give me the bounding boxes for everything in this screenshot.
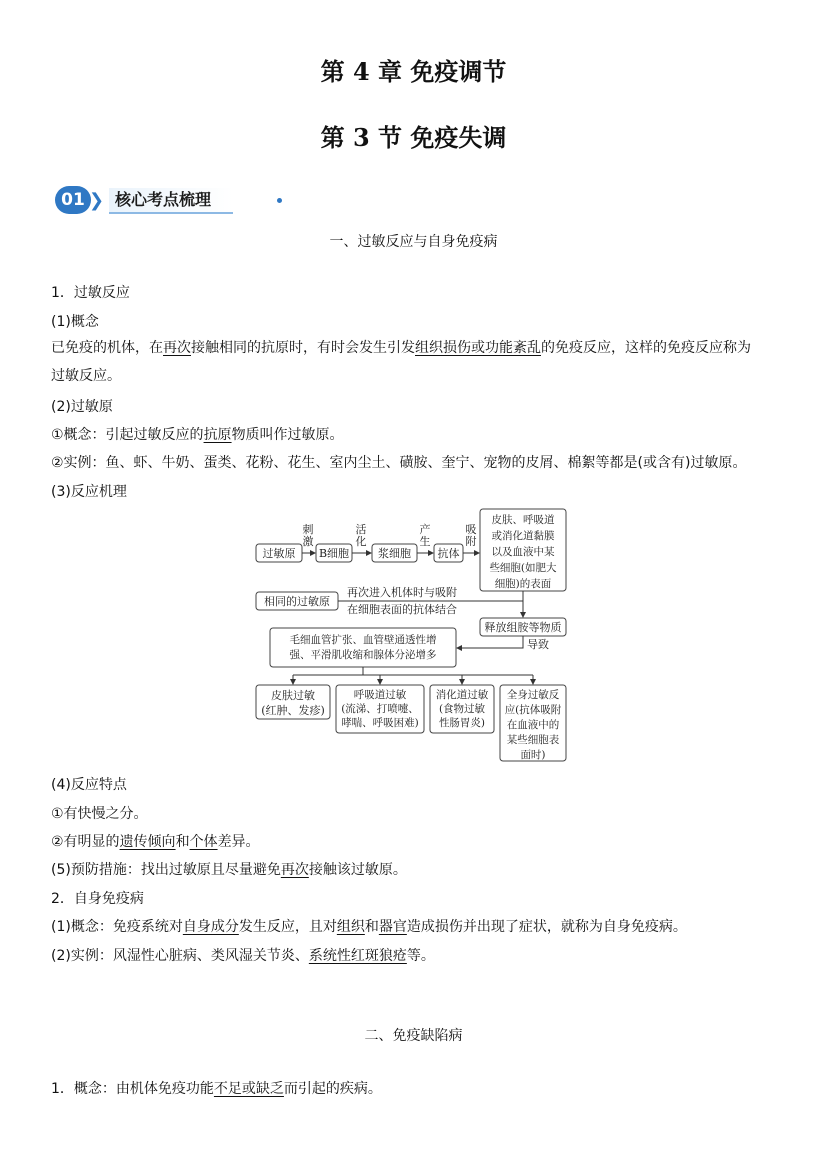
allergen-examples: ②实例：鱼、虾、牛奶、蛋类、花粉、花生、室内尘土、磺胺、奎宁、宠物的皮屑、棉絮等都是(或含有)过敏原。 [51,455,747,471]
chapter-title: 第 4 章 免疫调节 [320,57,507,86]
target-cells-line: 些细胞(如肥大 [489,562,557,574]
text-span: (5)预防措施：找出过敏原且尽量避免 [51,862,281,878]
text-span: 物质叫作过敏原。 [231,427,344,443]
text-span: 发生反应，且对 [238,919,337,935]
text-span: 的免疫反应，这样的免疫反应称为 [541,340,751,356]
item1-2-label: (2)过敏原 [51,399,113,415]
item1-title: 1．过敏反应 [51,285,130,301]
text-span: (2)实例：风湿性心脏病、类风湿关节炎、 [51,948,309,964]
text-span: 1．概念：由机体免疫功能 [51,1081,214,1097]
digestive-allergy-line: 消化道过敏 [435,689,489,701]
respiratory-allergy-line: (流涕、打喷嚏、 [341,703,419,715]
text-span: 和 [364,919,379,935]
release-label: 释放组胺等物质 [484,621,562,634]
target-cells-line: 以及血液中某 [491,546,555,558]
text-span: 过敏反应。 [51,368,121,384]
core-points-badge [55,186,240,216]
b-cell-label: B细胞 [318,547,350,560]
part2-heading: 二、免疫缺陷病 [364,1028,463,1044]
underlined-term: 不足或缺乏 [213,1081,284,1097]
text-span: 而引起的疾病。 [283,1081,382,1097]
text-span: 已免疫的机体，在 [51,340,163,356]
item2-1 [51,917,687,937]
text-span: 接触该过敏原。 [308,862,407,878]
underlined-term: 个体 [189,834,218,850]
text-span: 和 [175,834,190,850]
item1-4-b [51,832,260,852]
arrow-produce-label-line: 生 [419,535,431,548]
arrow-stimulate-label-line: 激 [302,535,314,548]
allergen-label: 过敏原 [262,547,296,560]
allergen-concept [51,425,344,445]
text-span: ①概念：引起过敏反应的 [51,427,204,443]
underlined-term: 再次 [280,862,309,878]
text-span: 接触相同的抗原时，有时会发生引发 [191,340,415,356]
respiratory-allergy-line: 呼吸道过敏 [353,689,407,701]
reenter-label: 再次进入机体时与吸附 [347,586,457,599]
underlined-term: 组织 [336,919,365,935]
text-span: 造成损伤并出现了症状，就称为自身免疫病。 [406,919,687,935]
item2-2 [51,946,435,966]
target-cells-line: 细胞)的表面 [494,578,552,590]
arrow-cause [457,636,523,648]
underlined-term: 自身成分 [182,919,239,935]
target-cells-line: 皮肤、呼吸道 [491,514,555,526]
arrow-adsorb-label-line: 附 [465,535,477,548]
item1-1-text [51,334,781,390]
arrow-produce-label-line: 产 [419,523,431,536]
chevron-right-icon: ❯ [89,190,105,211]
badge-number: 01 [55,186,91,214]
allergy-mechanism-diagram [250,503,580,768]
skin-allergy-line: 皮肤过敏 [271,689,315,702]
systemic-allergy-line: 应(抗体吸附 [504,704,562,716]
item1-4-a: ①有快慢之分。 [51,806,148,822]
cause-label: 导致 [527,638,549,651]
underlined-term: 再次 [163,340,191,356]
underlined-term: 器官 [378,919,407,935]
systemic-allergy-line: 在血液中的 [506,719,560,731]
arrow-adsorb-label-line: 吸 [465,523,477,536]
arrow-activate-label-line: 化 [355,535,367,548]
underlined-term: 组织损伤或功能紊乱 [415,340,541,356]
same-allergen-label: 相同的过敏原 [264,595,330,608]
target-cells-line: 或消化道黏膜 [491,530,555,542]
respiratory-allergy-line: 哮喘、呼吸困难) [341,717,419,729]
systemic-allergy-line: 面时) [520,749,546,761]
part1-heading: 一、过敏反应与自身免疫病 [329,234,498,250]
systemic-allergy-line: 某些细胞表 [506,734,560,746]
item1-5 [51,860,407,880]
underlined-term: 遗传倾向 [119,834,176,850]
dot-icon [277,198,282,203]
bind-label: 在细胞表面的抗体结合 [347,603,457,616]
item3 [51,1079,382,1099]
item1-3-label: (3)反应机理 [51,484,127,500]
effects-line: 毛细血管扩张、血管壁通透性增 [289,634,437,646]
skin-allergy-line: (红肿、发疹) [261,704,325,717]
arrow-stimulate-label-line: 刺 [302,523,314,536]
digestive-allergy-line: (食物过敏 [438,703,486,715]
badge-label: 核心考点梳理 [109,188,233,214]
item2-title: 2．自身免疫病 [51,891,144,907]
digestive-allergy-line: 性肠胃炎) [438,717,486,729]
item1-4-label: (4)反应特点 [51,777,127,793]
effects-line: 强、平滑肌收缩和腺体分泌增多 [289,649,437,661]
underlined-term: 抗原 [203,427,232,443]
arrow-activate-label-line: 活 [355,523,367,536]
text-span: 等。 [406,948,435,964]
underlined-term: 系统性红斑狼疮 [308,948,407,964]
antibody-label: 抗体 [437,547,460,560]
plasma-cell-label: 浆细胞 [378,547,411,560]
section-title: 第 3 节 免疫失调 [320,123,507,152]
text-span: 差异。 [217,834,260,850]
item1-1-label: (1)概念 [51,314,99,330]
systemic-allergy-line: 全身过敏反 [506,689,560,701]
text-span: (1)概念：免疫系统对 [51,919,183,935]
text-span: ②有明显的 [51,834,120,850]
